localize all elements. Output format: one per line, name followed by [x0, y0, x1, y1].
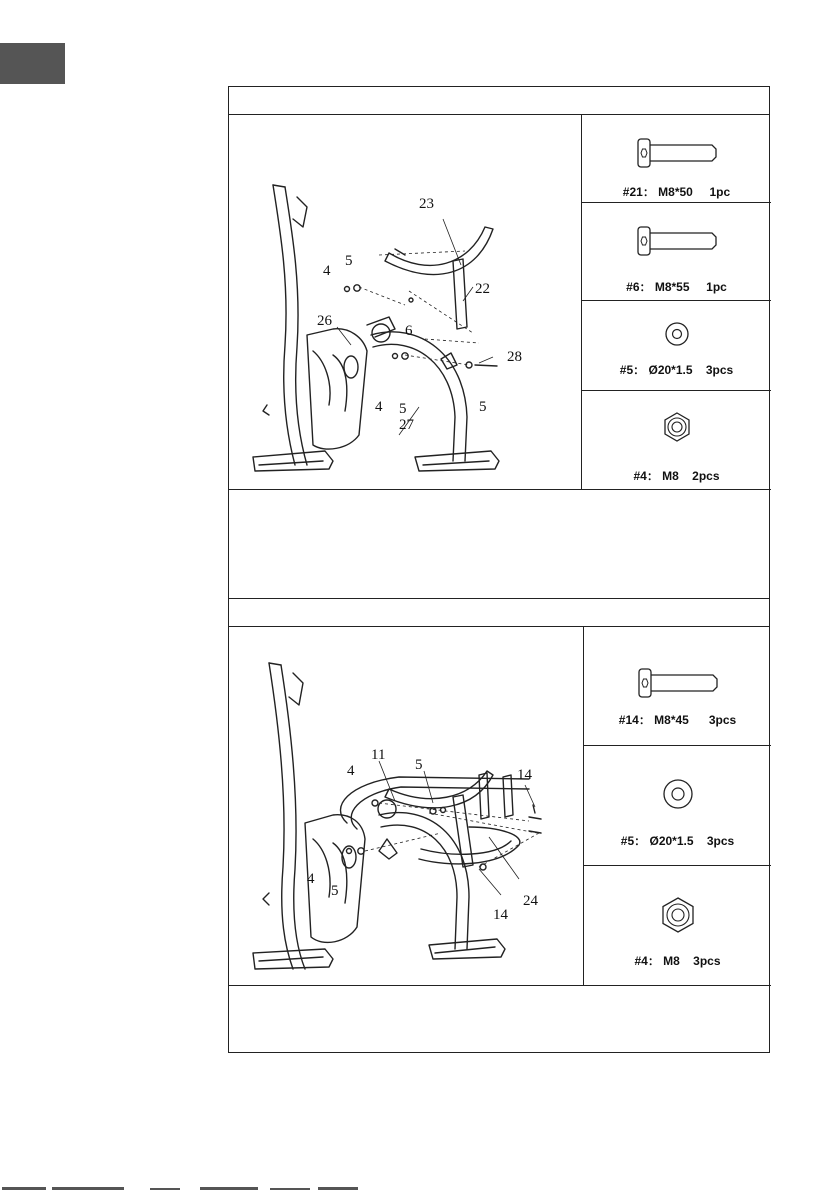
step1-part-label-1: #21： M8*50 1pc [622, 185, 731, 199]
step1-part-label-4: #4： M8 2pcs [633, 469, 720, 483]
step1-callout-5c: 5 [479, 399, 487, 415]
step2-callout-5b: 5 [331, 883, 339, 899]
step2-part-nut [584, 866, 771, 985]
step1-callout-22: 22 [475, 281, 490, 297]
step2-drawing [229, 627, 583, 985]
step2-part-label-3: #4： M8 3pcs [634, 954, 721, 968]
step1-callout-23: 23 [419, 196, 434, 212]
step1-part-label-2: #6： M8*55 1pc [626, 280, 727, 294]
step2-bike-diagram [229, 627, 583, 985]
hex-nut-icon [659, 896, 697, 934]
long-bolt-icon [632, 135, 722, 171]
step1-callout-26: 26 [317, 313, 332, 329]
step2-instructions [229, 986, 771, 1052]
step2-callout-14a: 14 [517, 767, 532, 783]
step1-part-label-3: #5： Ø20*1.5 3pcs [619, 363, 734, 377]
step1-header [229, 87, 769, 115]
step2-callout-24: 24 [523, 893, 538, 909]
long-bolt-icon [633, 665, 723, 701]
step1-callout-4b: 4 [375, 399, 383, 415]
step1-instructions [229, 490, 771, 598]
step1-part-nut [582, 391, 771, 489]
step1-drawing [229, 115, 581, 489]
step1-callout-5b: 5 [399, 401, 407, 417]
step1-callout-4a: 4 [323, 263, 331, 279]
step1-part-bolt-6 [582, 203, 771, 301]
step1-callout-28: 28 [507, 349, 522, 365]
step2-part-bolt-14 [584, 627, 771, 746]
step1-bike-diagram [229, 115, 581, 489]
step2-part-washer [584, 746, 771, 866]
hex-nut-icon [661, 411, 693, 443]
long-bolt-icon [632, 223, 722, 259]
step2-callout-4b: 4 [307, 871, 315, 887]
step2-callout-14b: 14 [493, 907, 508, 923]
step1-part-bolt-21 [582, 115, 771, 203]
step1-callout-27: 27 [399, 417, 414, 433]
step2-part-label-1: #14： M8*45 3pcs [618, 713, 737, 727]
washer-icon [660, 776, 696, 812]
footer-text-fragment [0, 1178, 840, 1192]
language-tab [0, 43, 65, 84]
step1-callout-6: 6 [405, 323, 413, 339]
step1-part-washer [582, 301, 771, 391]
footer-cropped-text [0, 1178, 840, 1192]
step1-callout-5a: 5 [345, 253, 353, 269]
step2-callout-5a: 5 [415, 757, 423, 773]
washer-icon [662, 319, 692, 349]
assembly-frame [228, 86, 770, 1053]
step2-part-label-2: #5： Ø20*1.5 3pcs [620, 834, 735, 848]
step2-callout-4a: 4 [347, 763, 355, 779]
step2-header [229, 598, 769, 627]
step2-callout-11: 11 [371, 747, 386, 763]
